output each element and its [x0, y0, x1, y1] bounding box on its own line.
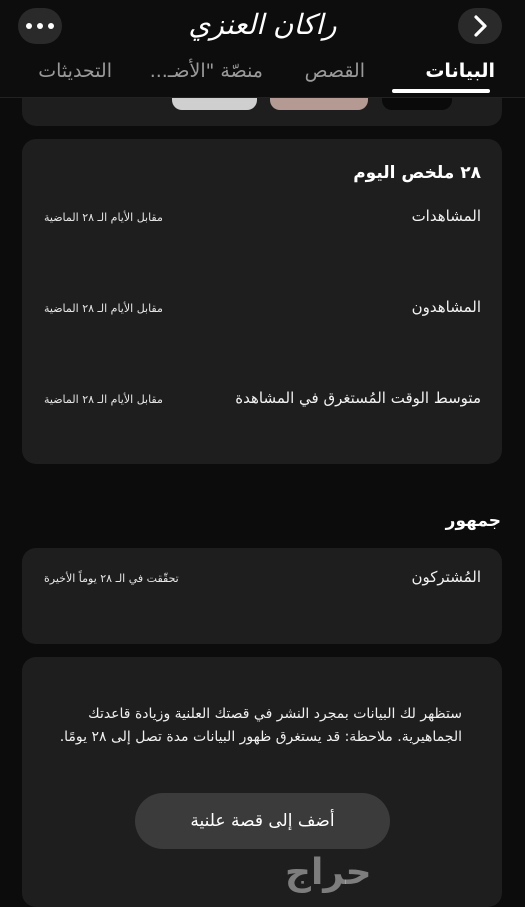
avg-watch-time-comparison: مقابل الأيام الـ ٢٨ الماضية — [44, 393, 163, 406]
tab-insights[interactable]: البيانات — [425, 60, 495, 82]
tab-bar — [0, 60, 525, 92]
active-tab-indicator — [392, 89, 490, 93]
views-comparison: مقابل الأيام الـ ٢٨ الماضية — [44, 211, 163, 224]
add-to-public-story-button[interactable]: أضف إلى قصة علنية — [135, 793, 390, 849]
page-title: راكان العنزي — [188, 8, 337, 41]
story-thumbnail[interactable] — [172, 98, 257, 110]
story-thumbnail[interactable] — [382, 98, 452, 110]
viewers-comparison: مقابل الأيام الـ ٢٨ الماضية — [44, 302, 163, 315]
story-thumbnail[interactable] — [270, 98, 368, 110]
views-label: المشاهدات — [411, 207, 481, 225]
audience-card — [22, 548, 502, 644]
summary-title: ٢٨ ملخص اليوم — [353, 163, 481, 183]
watermark-logo — [285, 852, 495, 892]
back-button[interactable] — [458, 8, 502, 44]
more-options-button[interactable] — [18, 8, 62, 44]
tab-stories[interactable]: القصص — [304, 60, 365, 82]
watermark-text: حراج — [285, 852, 372, 893]
tab-updates[interactable]: التحديثات — [38, 60, 112, 82]
viewers-label: المشاهدون — [411, 298, 481, 316]
ellipsis-icon — [18, 8, 62, 44]
tab-platform[interactable]: منصّة "الأضـ... — [149, 60, 263, 82]
chevron-right-icon — [466, 12, 494, 40]
info-message: ستظهر لك البيانات بمجرد النشر في قصتك العلنية وزيادة قاعدتك الجماهيرية. ملاحظة: قد يستغرق ظهور البيانات مدة تصل إلى ٢٨ يومًا. — [59, 706, 462, 745]
audience-title: جمهور — [445, 511, 501, 531]
top-bar — [0, 0, 525, 98]
subscribers-label: المُشتركون — [411, 568, 481, 586]
subscribers-note: تحقّقت في الـ ٢٨ يوماً الأخيرة — [44, 572, 179, 585]
avg-watch-time-label: متوسط الوقت المُستغرق في المشاهدة — [235, 389, 481, 407]
